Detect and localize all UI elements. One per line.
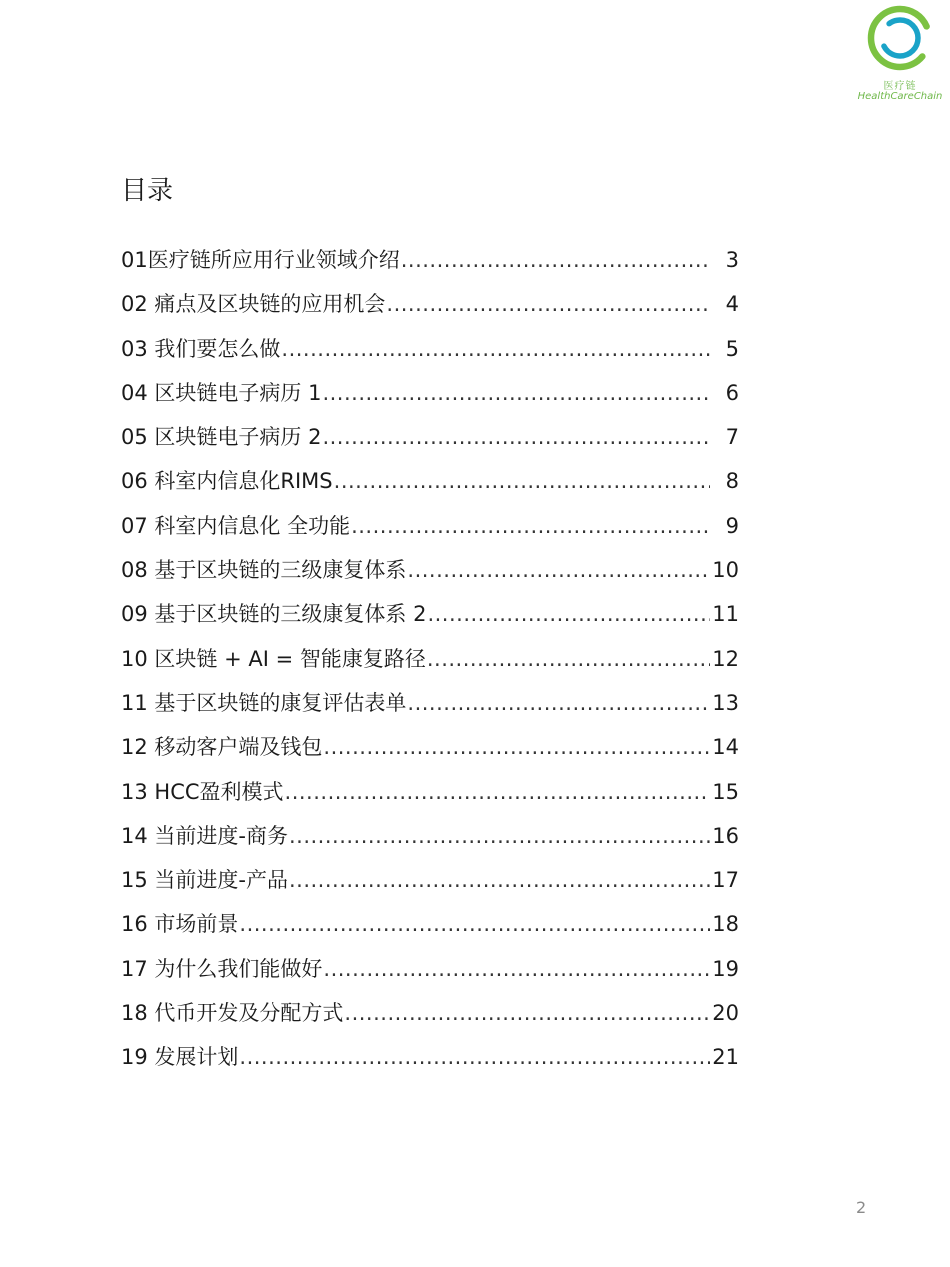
- toc-entry-page: 7: [725, 425, 739, 450]
- toc-entry[interactable]: [121, 643, 739, 687]
- toc-entry-page: 19: [712, 956, 739, 981]
- toc-entry-title: 07 科室内信息化 全功能: [121, 513, 351, 538]
- toc-entry-page: 16: [712, 823, 739, 848]
- toc-entry[interactable]: [121, 598, 739, 642]
- toc-dot-leader: [322, 425, 710, 449]
- toc-dot-leader: [322, 381, 710, 405]
- toc-entry[interactable]: [121, 731, 739, 775]
- toc-entry-page: 17: [712, 868, 739, 893]
- toc-entry-title: 05 区块链电子病历 2: [121, 425, 322, 450]
- toc-entry-title: 04 区块链电子病历 1: [121, 380, 322, 405]
- toc-entry[interactable]: [121, 465, 739, 509]
- toc-entry[interactable]: [121, 1041, 739, 1085]
- page-title: 目录: [121, 176, 174, 206]
- toc-entry-title: 14 当前进度-商务: [121, 823, 288, 848]
- toc-dot-leader: [427, 602, 710, 626]
- toc-dot-leader: [351, 514, 710, 538]
- toc-entry-page: 9: [725, 513, 739, 538]
- toc-dot-leader: [344, 1001, 710, 1025]
- toc-entry-page: 5: [725, 336, 739, 361]
- toc-dot-leader: [407, 558, 710, 582]
- toc-entry-page: 4: [725, 292, 739, 317]
- toc-entry-page: 10: [712, 558, 739, 583]
- toc-entry[interactable]: [121, 820, 739, 864]
- toc-entry[interactable]: [121, 421, 739, 465]
- toc-dot-leader: [289, 868, 710, 892]
- toc-entry-title: 12 移动客户端及钱包: [121, 735, 323, 760]
- toc-entry-page: 20: [712, 1001, 739, 1026]
- toc-entry-title: 19 发展计划: [121, 1045, 239, 1070]
- toc-entry-title: 06 科室内信息化RIMS: [121, 469, 333, 494]
- page-number: 2: [856, 1198, 867, 1217]
- toc-entry-page: 8: [725, 469, 739, 494]
- toc-entry[interactable]: [121, 554, 739, 598]
- toc-dot-leader: [289, 824, 710, 848]
- logo-rings-icon: [866, 4, 934, 72]
- toc-entry[interactable]: [121, 377, 739, 421]
- toc-entry-title: 13 HCC盈利模式: [121, 779, 284, 804]
- healthcarechain-logo: [852, 4, 948, 104]
- toc-dot-leader: [407, 691, 710, 715]
- toc-entry-title: 18 代币开发及分配方式: [121, 1001, 344, 1026]
- toc-dot-leader: [323, 735, 710, 759]
- toc-dot-leader: [239, 1045, 710, 1069]
- logo-english-text: HealthCareChain: [857, 91, 943, 102]
- toc-entry[interactable]: [121, 908, 739, 952]
- toc-entry-title: 02 痛点及区块链的应用机会: [121, 292, 386, 317]
- toc-entry-page: 3: [725, 248, 739, 272]
- toc-entry-page: 15: [712, 779, 739, 804]
- toc-entry-title: 15 当前进度-产品: [121, 868, 288, 893]
- toc-entry[interactable]: [121, 244, 739, 288]
- toc-dot-leader: [285, 780, 710, 804]
- toc-entry-page: 6: [725, 380, 739, 405]
- toc-entry-page: 12: [712, 646, 739, 671]
- toc-entry-title: 03 我们要怎么做: [121, 336, 281, 361]
- toc-entry[interactable]: [121, 953, 739, 997]
- toc-entry-title: 16 市场前景: [121, 912, 239, 937]
- toc-dot-leader: [386, 292, 710, 316]
- toc-entry-page: 18: [712, 912, 739, 937]
- toc-entry-page: 14: [712, 735, 739, 760]
- toc-dot-leader: [323, 957, 710, 981]
- toc-entry-title: 08 基于区块链的三级康复体系: [121, 558, 407, 583]
- toc-entry-page: 13: [712, 690, 739, 715]
- toc-entry[interactable]: [121, 510, 739, 554]
- toc-entry[interactable]: [121, 687, 739, 731]
- table-of-contents: [121, 244, 739, 1086]
- toc-dot-leader: [281, 337, 710, 361]
- toc-dot-leader: [239, 912, 710, 936]
- toc-entry[interactable]: [121, 333, 739, 377]
- logo-chinese-text: 医疗链: [883, 81, 917, 92]
- toc-entry-title: 11 基于区块链的康复评估表单: [121, 690, 407, 715]
- toc-entry[interactable]: [121, 776, 739, 820]
- toc-entry-page: 21: [712, 1045, 739, 1070]
- toc-dot-leader: [401, 248, 710, 272]
- toc-entry[interactable]: [121, 864, 739, 908]
- toc-entry-title: 10 区块链 + AI = 智能康复路径: [121, 646, 426, 671]
- toc-entry-title: 17 为什么我们能做好: [121, 956, 323, 981]
- toc-entry[interactable]: [121, 997, 739, 1041]
- toc-entry[interactable]: [121, 288, 739, 332]
- toc-dot-leader: [334, 469, 710, 493]
- toc-entry-title: 01医疗链所应用行业领域介绍: [121, 248, 400, 272]
- toc-entry-page: 11: [712, 602, 739, 627]
- toc-entry-title: 09 基于区块链的三级康复体系 2: [121, 602, 427, 627]
- toc-dot-leader: [427, 647, 710, 671]
